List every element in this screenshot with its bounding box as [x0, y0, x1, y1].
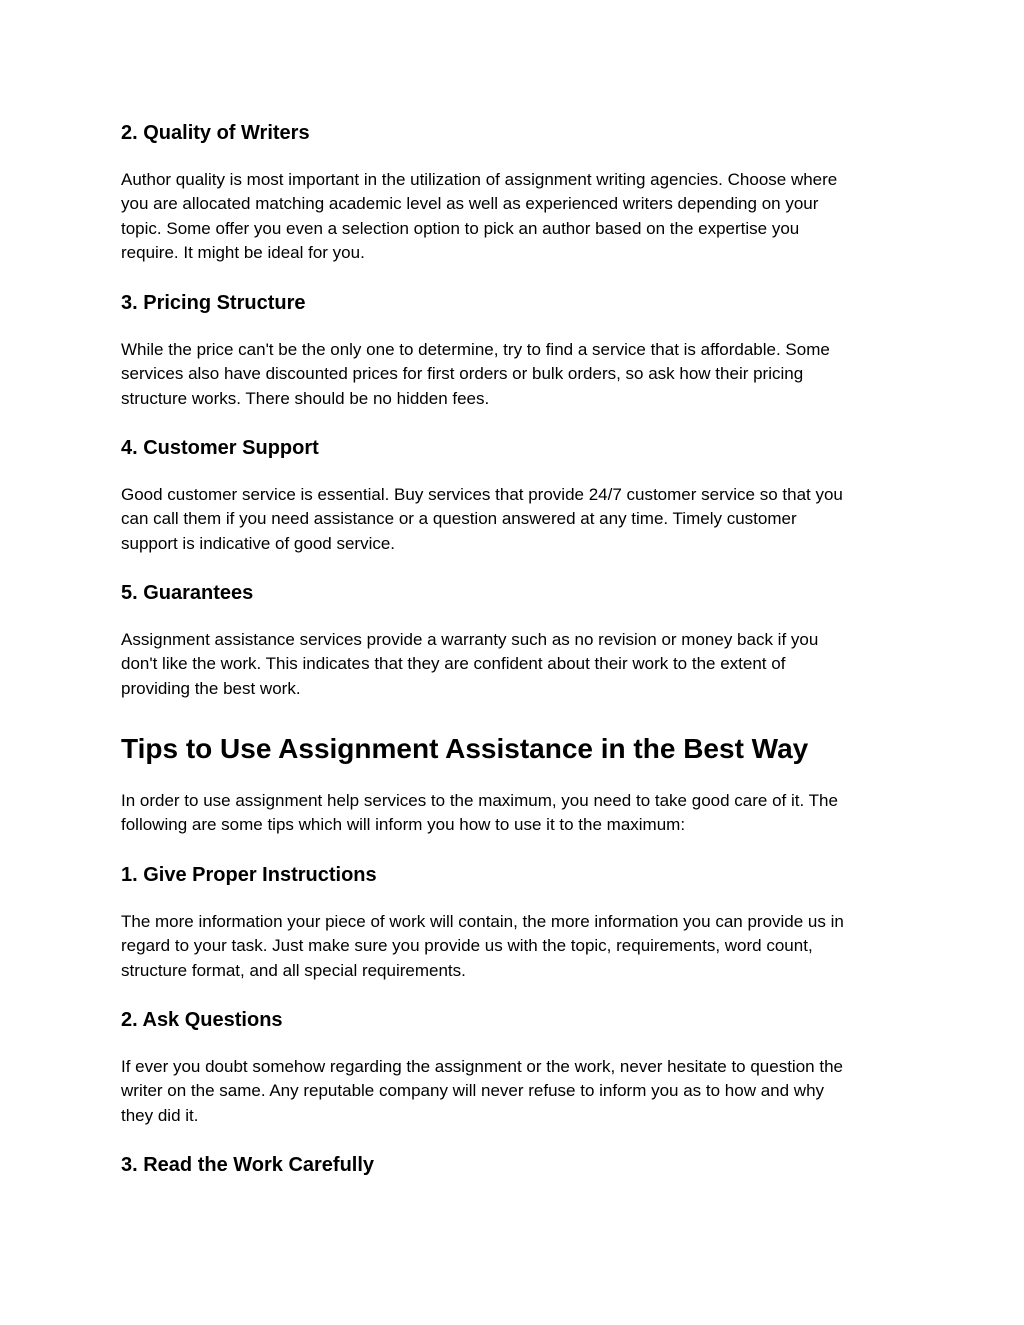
paragraph-line: Author quality is most important in the utilization of assignment writing agencies. Choose where	[121, 170, 838, 189]
paragraph-line: services also have discounted prices for first orders or bulk orders, so ask how their pricing	[121, 364, 804, 384]
paragraph-line: don't like the work. This indicates that they are confident about their work to the extent of	[121, 654, 786, 674]
tips-heading: Tips to Use Assignment Assistance in the Best Way	[121, 733, 809, 764]
section-paragraph-customer-support	[121, 483, 911, 556]
paragraph-line: structure works. There should be no hidden fees.	[121, 388, 490, 408]
paragraph-line: can call them if you need assistance or a question answered at any time. Timely customer	[121, 509, 797, 529]
section-heading-guarantees: 5. Guarantees	[121, 582, 254, 604]
tips-intro-paragraph	[121, 789, 911, 838]
paragraph-line: support is indicative of good service.	[121, 533, 396, 553]
paragraph-line: writer on the same. Any reputable company will never refuse to inform you as to how and why	[121, 1081, 825, 1101]
section-heading-customer-support: 4. Customer Support	[121, 437, 319, 459]
paragraph-line: they did it.	[121, 1105, 199, 1125]
tip-paragraph-give-proper-instructions	[121, 910, 911, 983]
paragraph-line: Assignment assistance services provide a warranty such as no revision or money back if you	[121, 630, 819, 649]
paragraph-line: Good customer service is essential. Buy services that provide 24/7 customer service so that you	[121, 485, 843, 504]
section-paragraph-guarantees	[121, 628, 911, 701]
tip-heading-read-the-work-carefully: 3. Read the Work Carefully	[121, 1154, 375, 1176]
paragraph-line: While the price can't be the only one to determine, try to find a service that is affordable. Some	[121, 340, 830, 359]
paragraph-line: In order to use assignment help services to the maximum, you need to take good care of it. The	[121, 791, 838, 810]
paragraph-line: The more information your piece of work will contain, the more information you can provide us in	[121, 912, 844, 931]
tip-paragraph-ask-questions	[121, 1055, 911, 1128]
paragraph-line: require. It might be ideal for you.	[121, 243, 365, 263]
paragraph-line: topic. Some offer you even a selection option to pick an author based on the expertise you	[121, 218, 800, 238]
tip-heading-give-proper-instructions: 1. Give Proper Instructions	[121, 864, 377, 886]
paragraph-line: providing the best work.	[121, 678, 301, 698]
paragraph-line: you are allocated matching academic level as well as experienced writers depending on your	[121, 194, 819, 214]
paragraph-line: structure format, and all special requirements.	[121, 960, 466, 980]
section-paragraph-pricing-structure	[121, 338, 911, 411]
section-heading-quality-of-writers: 2. Quality of Writers	[121, 122, 310, 144]
section-paragraph-quality-of-writers	[121, 168, 911, 266]
paragraph-line: regard to your task. Just make sure you provide us with the topic, requirements, word count,	[121, 936, 813, 956]
tip-heading-ask-questions: 2. Ask Questions	[121, 1009, 283, 1031]
paragraph-line: following are some tips which will inform you how to use it to the maximum:	[121, 815, 686, 835]
section-heading-pricing-structure: 3. Pricing Structure	[121, 292, 306, 314]
paragraph-line: If ever you doubt somehow regarding the assignment or the work, never hesitate to question the	[121, 1057, 843, 1076]
